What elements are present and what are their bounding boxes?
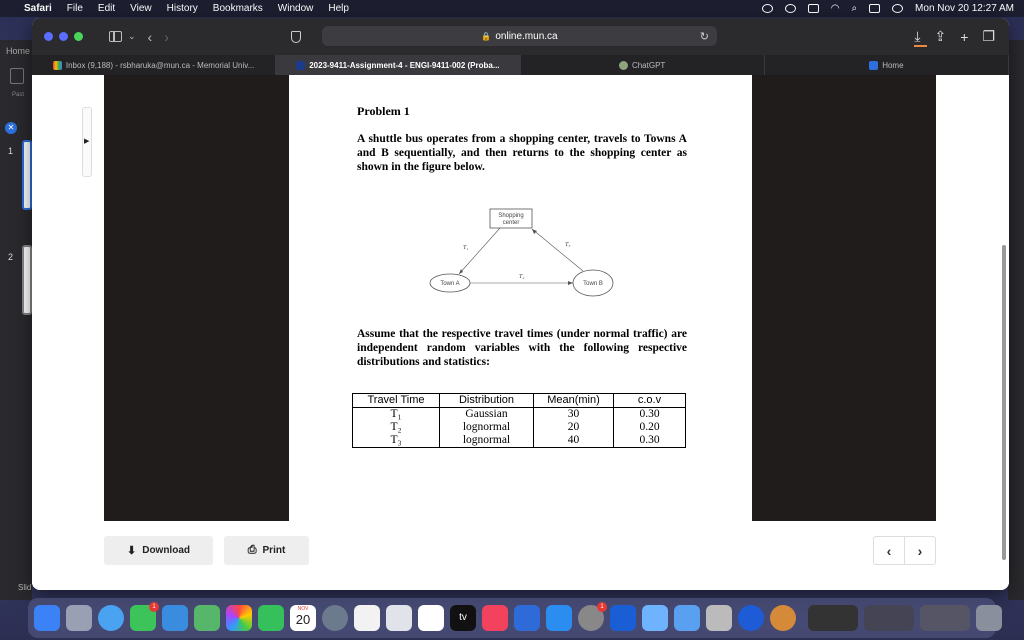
safari-window xyxy=(32,18,1009,590)
cell-travel-time: T₁ xyxy=(353,408,440,422)
menu-file[interactable]: File xyxy=(66,3,83,14)
recent-window-1[interactable] xyxy=(808,605,858,631)
sidebar-expand-handle[interactable] xyxy=(82,107,92,177)
sidebar-menu-chevron-icon[interactable]: ⌄ xyxy=(128,31,136,41)
tab-assignment[interactable] xyxy=(276,55,520,75)
app-store-icon[interactable] xyxy=(546,605,572,631)
chrome-icon[interactable] xyxy=(770,605,796,631)
print-button[interactable] xyxy=(224,536,309,565)
table-header-row xyxy=(353,394,686,408)
download-button-label: Download xyxy=(142,545,190,556)
tab-chatgpt-label: ChatGPT xyxy=(631,60,666,70)
menu-history[interactable]: History xyxy=(166,3,198,14)
downloads-icon[interactable]: ⤓ xyxy=(914,28,920,45)
download-progress-bar xyxy=(914,45,927,47)
cell-travel-time: T₂ xyxy=(353,421,440,434)
shopping-center-label-1: Shopping xyxy=(498,213,524,219)
route-t3-arrow xyxy=(532,229,583,271)
menu-bookmarks[interactable]: Bookmarks xyxy=(212,3,263,14)
apple-tv-label: tv xyxy=(459,612,467,623)
cloud-download-icon: ⬇ xyxy=(127,545,137,557)
powerpoint-icon[interactable] xyxy=(738,605,764,631)
messages-icon[interactable]: 1 xyxy=(130,605,156,631)
close-badge-icon: ✕ xyxy=(5,122,17,134)
print-button-label: Print xyxy=(262,545,286,556)
window-controls xyxy=(44,32,83,41)
creative-cloud-icon[interactable] xyxy=(762,4,773,13)
town-b-label: Town B xyxy=(583,281,603,287)
header-distribution: Distribution xyxy=(440,394,534,408)
zoom-window-button[interactable] xyxy=(74,32,83,41)
menu-window[interactable]: Window xyxy=(277,3,314,14)
share-icon[interactable]: ⇪ xyxy=(934,28,947,44)
gmail-icon xyxy=(53,61,62,70)
freeform-icon[interactable] xyxy=(418,605,444,631)
table-row xyxy=(353,434,686,448)
apple-tv-icon[interactable] xyxy=(450,605,476,631)
background-app-panel xyxy=(0,40,32,600)
facetime-icon[interactable] xyxy=(258,605,284,631)
recent-window-3[interactable] xyxy=(920,605,970,631)
route-t1-arrow xyxy=(459,228,500,274)
assumption-paragraph: Assume that the respective travel times (under normal traffic) are independent random variables with the following respective distributions and statistics: xyxy=(357,328,687,368)
t2-label: T₂ xyxy=(519,274,525,280)
chatgpt-icon xyxy=(619,61,628,70)
play-status-icon[interactable] xyxy=(785,4,796,13)
shopping-center-label-2: center xyxy=(502,220,520,226)
route-diagram xyxy=(419,203,619,303)
header-mean: Mean(min) xyxy=(534,394,614,408)
t1-label: T₁ xyxy=(463,245,469,251)
paste-label: Past xyxy=(12,92,25,98)
slide-thumbnail-2[interactable] xyxy=(22,245,32,315)
reload-icon[interactable]: ↻ xyxy=(699,30,709,43)
forward-button-icon[interactable]: › xyxy=(164,28,169,45)
safari-toolbar xyxy=(32,18,1009,55)
slide-number-2: 2 xyxy=(8,252,14,262)
back-button-icon[interactable]: ‹ xyxy=(147,28,153,45)
header-travel-time: Travel Time xyxy=(353,394,440,408)
tab-overview-icon[interactable]: ❐ xyxy=(982,28,995,44)
safari-dock-icon[interactable] xyxy=(98,605,124,631)
problem-description: A shuttle bus operates from a shopping center, travels to Towns A and B sequentially, and then returns to the shopping center as shown in the figure below. xyxy=(357,133,687,173)
table-row xyxy=(353,408,686,422)
notes-icon[interactable] xyxy=(386,605,412,631)
cell-distribution: lognormal xyxy=(440,421,534,434)
viewer-margin-right xyxy=(752,75,936,521)
t3-label: T₃ xyxy=(565,242,571,248)
lock-icon: 🔒 xyxy=(481,31,492,41)
cell-distribution: Gaussian xyxy=(440,408,534,422)
cell-cov: 0.30 xyxy=(614,434,686,448)
slide-number-1: 1 xyxy=(8,146,14,156)
calendar-icon[interactable] xyxy=(290,605,316,631)
wifi-icon[interactable]: ◠ xyxy=(830,3,840,14)
problem-title: Problem 1 xyxy=(357,104,410,118)
music-icon[interactable] xyxy=(482,605,508,631)
cell-mean: 30 xyxy=(534,408,614,422)
page-navigation xyxy=(873,536,936,565)
system-settings-icon[interactable]: 1 xyxy=(578,605,604,631)
previous-page-button[interactable] xyxy=(874,537,905,564)
new-tab-icon[interactable]: + xyxy=(960,28,969,45)
calendar-day: NOV 20 xyxy=(290,605,316,631)
tab-bar xyxy=(32,55,1009,75)
tab-home[interactable] xyxy=(765,55,1009,75)
finder-icon[interactable] xyxy=(34,605,60,631)
slide-thumbnail-1[interactable] xyxy=(22,140,32,210)
acrobat-icon[interactable] xyxy=(610,605,636,631)
privacy-shield-icon[interactable] xyxy=(291,31,301,43)
brightspace-icon xyxy=(296,61,305,70)
matlab-alt-icon[interactable] xyxy=(674,605,700,631)
control-center-icon[interactable] xyxy=(869,4,880,13)
printer-icon: ⎙ xyxy=(247,544,257,556)
cell-distribution: lognormal xyxy=(440,434,534,448)
recent-window-2[interactable] xyxy=(864,605,914,631)
tab-inbox[interactable] xyxy=(32,55,276,75)
reminders-icon[interactable] xyxy=(354,605,380,631)
menu-bar xyxy=(0,0,1024,17)
cell-mean: 40 xyxy=(534,434,614,448)
arrowhead-t3-icon xyxy=(532,229,537,234)
background-app-right xyxy=(1008,40,1024,600)
document-page xyxy=(289,75,752,521)
matlab-icon[interactable] xyxy=(642,605,668,631)
cell-cov: 0.30 xyxy=(614,408,686,422)
battery-icon[interactable] xyxy=(808,4,819,13)
menu-view[interactable]: View xyxy=(130,3,152,14)
minimize-window-button[interactable] xyxy=(59,32,68,41)
mail-icon[interactable] xyxy=(162,605,188,631)
news-icon[interactable] xyxy=(514,605,540,631)
menu-edit[interactable]: Edit xyxy=(97,3,116,14)
installer-icon[interactable] xyxy=(706,605,732,631)
background-home-label: Home xyxy=(6,46,31,56)
header-cov: c.o.v xyxy=(614,394,686,408)
web-content xyxy=(32,75,1009,590)
close-window-button[interactable] xyxy=(44,32,53,41)
travel-time-table xyxy=(352,393,686,448)
paste-icon xyxy=(10,68,24,84)
spotlight-search-icon[interactable]: ⌕ xyxy=(851,3,858,14)
address-bar-url: online.mun.ca xyxy=(495,30,558,42)
tab-inbox-label: Inbox (9,188) - rsbharuka@mun.ca - Memorial Univ... xyxy=(65,60,255,70)
menu-clock[interactable]: Mon Nov 20 12:27 AM xyxy=(915,3,1014,14)
slide-label: Slid xyxy=(18,583,32,592)
viewer-margin-left xyxy=(104,75,289,521)
siri-icon[interactable] xyxy=(892,4,903,13)
chevron-left-icon: ‹ xyxy=(886,542,892,559)
cell-mean: 20 xyxy=(534,421,614,434)
download-button[interactable] xyxy=(104,536,213,565)
tab-chatgpt[interactable] xyxy=(521,55,765,75)
town-a-label: Town A xyxy=(440,281,460,287)
cell-travel-time: T₃ xyxy=(353,434,440,448)
menu-app-safari[interactable]: Safari xyxy=(24,3,52,14)
next-page-button[interactable] xyxy=(905,537,935,564)
arrowhead-t2-icon xyxy=(568,281,573,285)
table-row xyxy=(353,421,686,434)
trash-icon[interactable] xyxy=(976,605,1002,631)
home-tab-icon xyxy=(869,61,878,70)
toolbar-right-actions xyxy=(914,28,995,45)
sidebar-toggle-icon[interactable] xyxy=(109,31,122,42)
expand-arrow-icon: ▶ xyxy=(84,138,90,145)
address-bar[interactable] xyxy=(322,26,717,46)
launchpad-icon[interactable] xyxy=(66,605,92,631)
maps-icon[interactable] xyxy=(194,605,220,631)
tab-home-label: Home xyxy=(882,60,904,70)
tab-assignment-label: 2023-9411-Assignment-4 - ENGI-9411-002 (Proba... xyxy=(309,60,500,70)
vertical-scrollbar[interactable] xyxy=(1002,245,1006,560)
dock xyxy=(28,598,996,638)
menu-help[interactable]: Help xyxy=(328,3,349,14)
cell-cov: 0.20 xyxy=(614,421,686,434)
chevron-right-icon: › xyxy=(917,542,923,559)
photos-icon[interactable] xyxy=(226,605,252,631)
contacts-icon[interactable] xyxy=(322,605,348,631)
